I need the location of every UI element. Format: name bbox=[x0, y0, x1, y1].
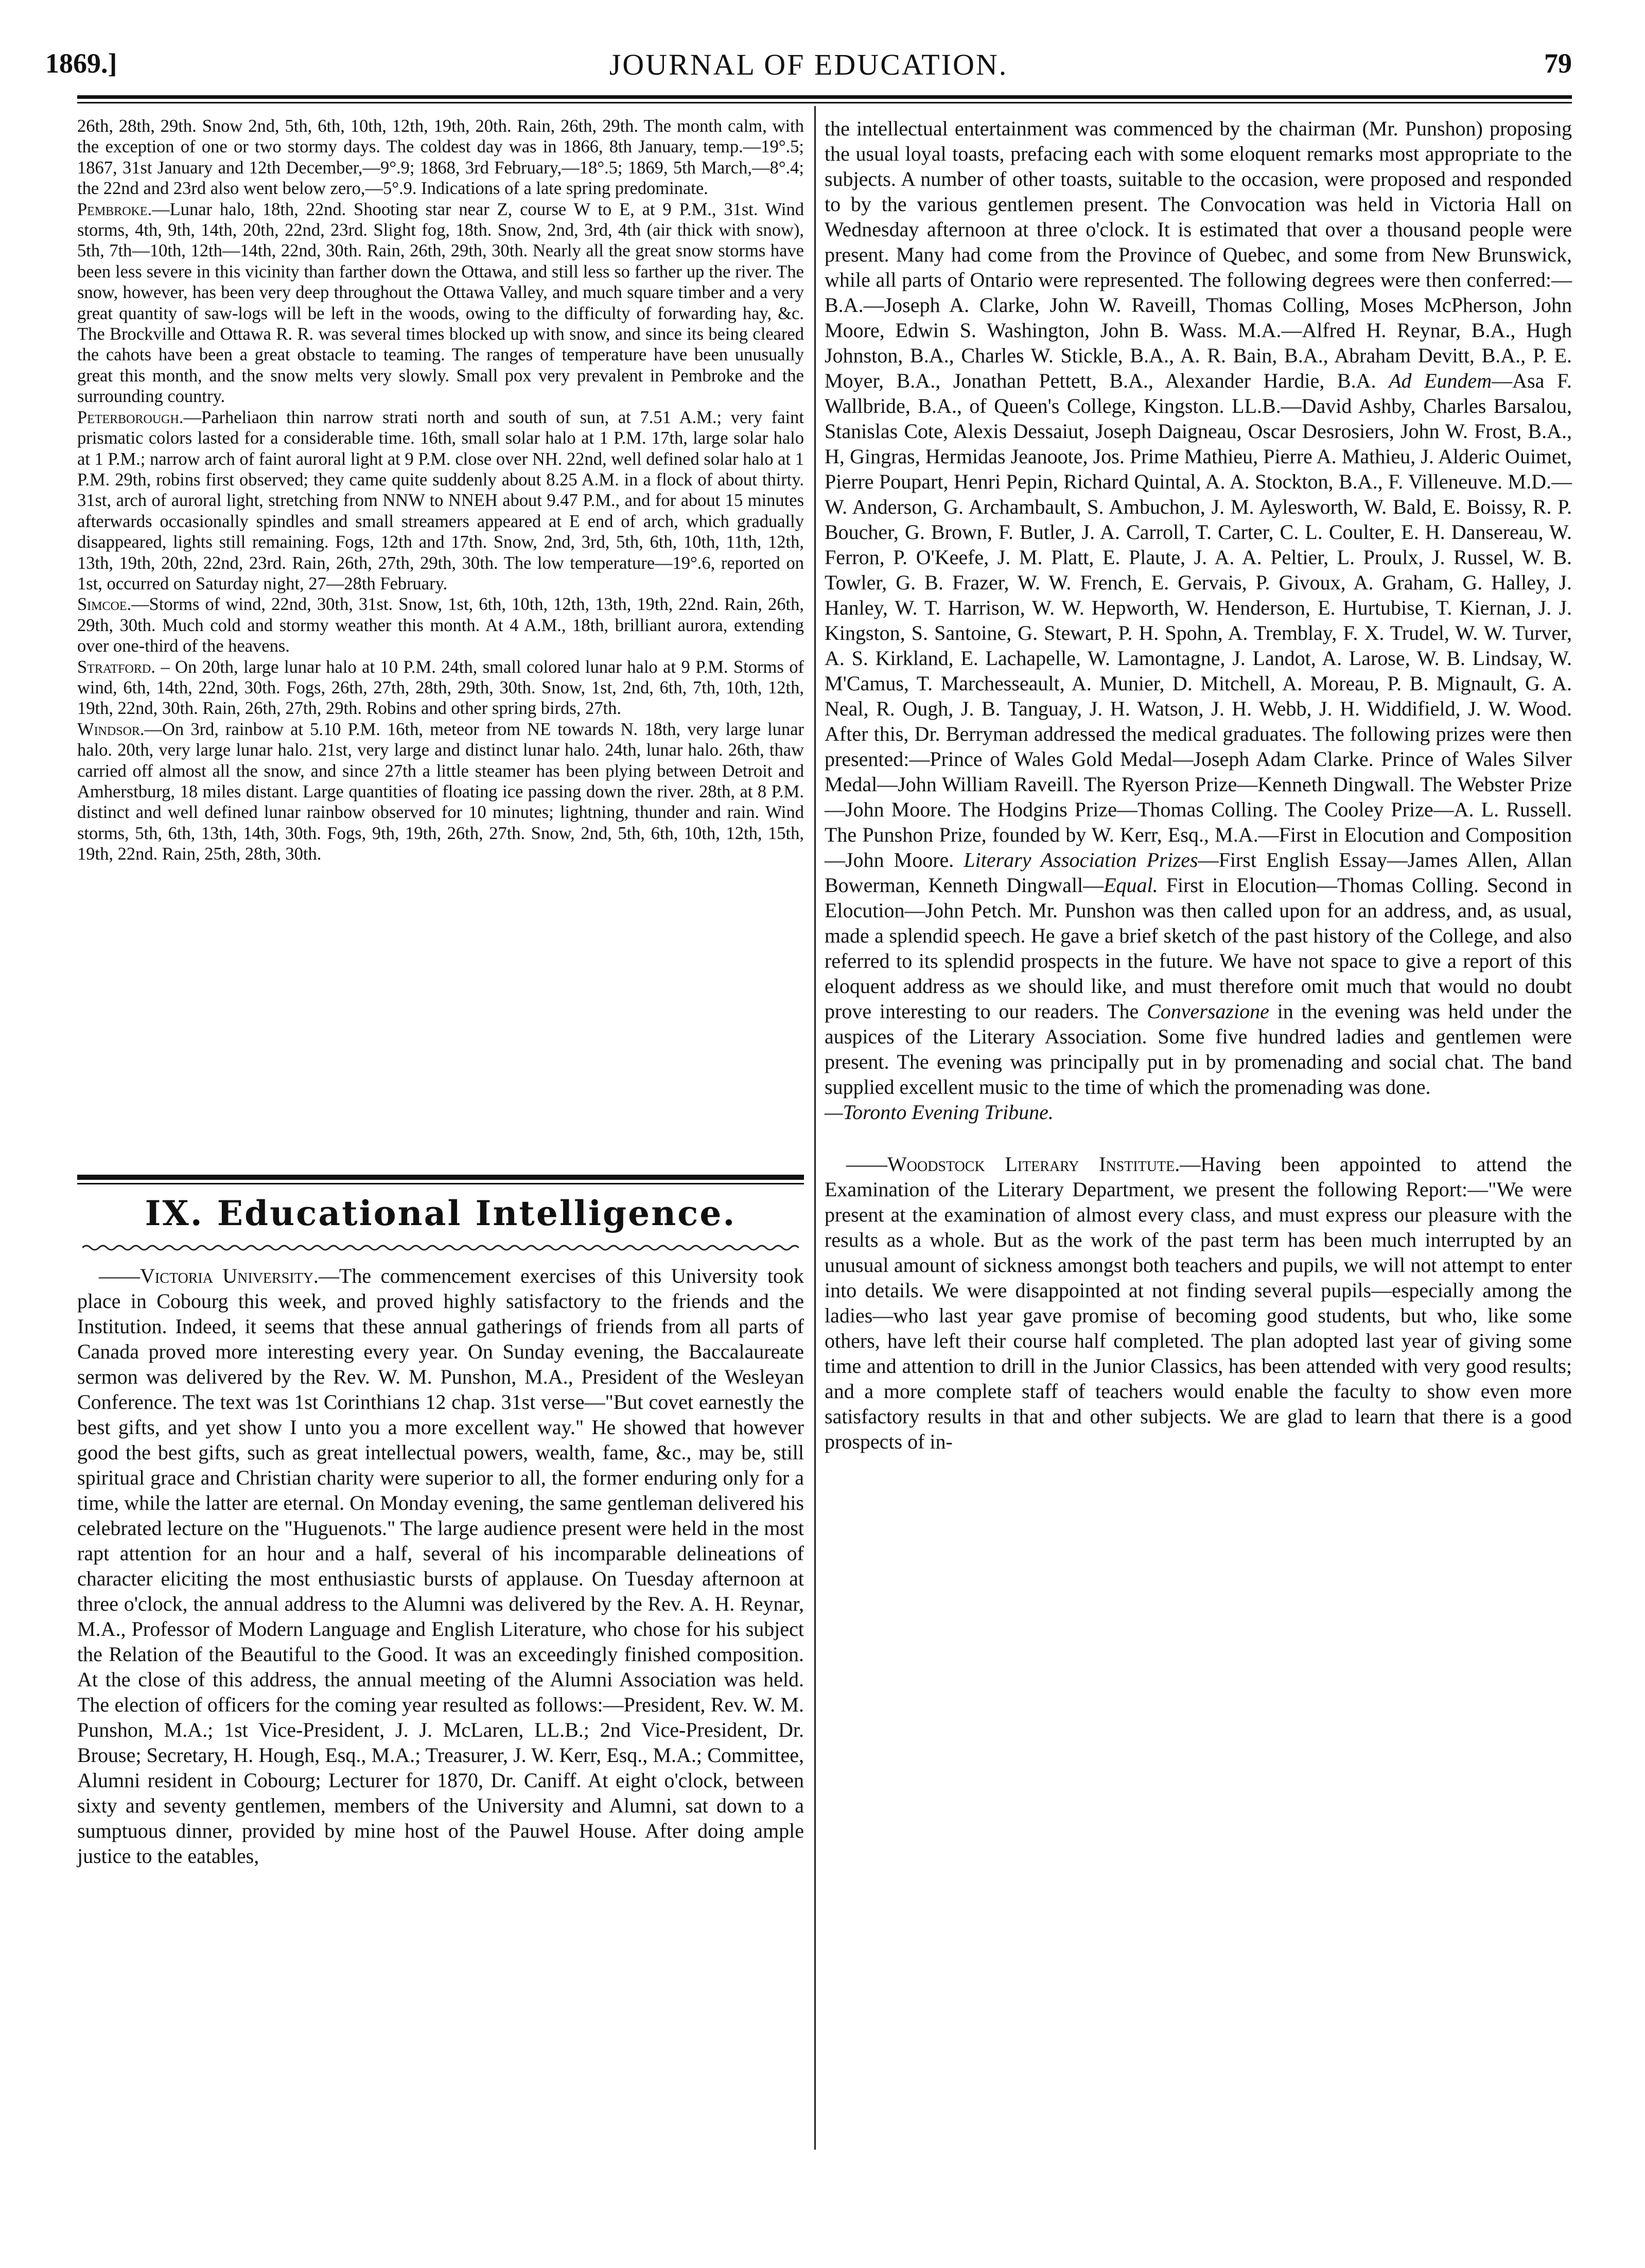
source-text: —Toronto Evening Tribune. bbox=[825, 1101, 1054, 1124]
text-run: the intellectual entertainment was commenced by the chairman (Mr. Punshon) proposing the usual loyal toasts, prefacing each with some eloquent remarks most appropriate to the subjects. A number of other toasts, suitable to the occasion, were proposed and responded to by the various gentlemen present. The Convocation was held in Victoria Hall on Wednesday afternoon at three o'clock. It is estimated that over a thousand people were present. Many had come from the Province of Quebec, and some from New Brunswick, while all parts of Ontario were represented. The following degrees were then conferred:—B.A.—Joseph A. Clarke, John W. Raveill, Thomas Colling, Moses McPherson, John Moore, Edwin S. Washington, John B. Wass. M.A.—Alfred H. Reynar, B.A., Hugh Johnston, B.A., Charles W. Stickle, B.A., A. R. Bain, B.A., Abraham Devitt, B.A., P. E. Moyer, B.A., Jonathan Pettett, B.A., Alexander Hardie, B.A. bbox=[825, 117, 1572, 392]
header-rule-thick bbox=[77, 95, 1572, 99]
weather-report-simcoe bbox=[77, 594, 804, 656]
running-head bbox=[45, 47, 1572, 89]
article-lead: ——Woodstock Literary Institute. bbox=[846, 1153, 1180, 1176]
victoria-paragraph bbox=[77, 1263, 804, 1869]
right-column bbox=[825, 116, 1572, 1454]
report-text: —Parheliaon thin narrow strati north and south of sun, at 7.51 A.M.; very faint prismatic colors lasted for a considerable time. 16th, small solar halo at 1 P.M. 17th, large solar halo at 1 P.M.; narrow arch of faint auroral light at 9 P.M. close over NH. 22nd, well defined solar halo at 1 P.M. 29th, robins first observed; they came quite suddenly about 8.25 A.M. in a flock of about thirty. 31st, arch of auroral light, stretching from NNW to NNEH about 9.47 P.M., and for about 15 minutes afterwards occasionally spindles and small streamers appeared at E end of arch, which gradually disappeared, lights still remaining. Fogs, 12th and 17th. Snow, 2nd, 3rd, 5th, 6th, 10th, 11th, 12th, 13th, 19th, 20th, 22nd, 23rd. Rain, 26th, 27th, 29th, 30th. The low temperature—19°.6, reported on 1st, occurred on Saturday night, 27—28th February. bbox=[77, 407, 804, 594]
paragraph-gap bbox=[825, 1125, 1572, 1152]
place-name: Windsor. bbox=[77, 719, 145, 739]
report-text: – On 20th, large lunar halo at 10 P.M. 24th, small colored lunar halo at 9 P.M. Storms of wind, 6th, 14th, 22nd, 30th. Fogs, 26th, 27th, 28th, 29th, 30th. Snow, 1st, 2nd, 6th, 7th, 10th, 12th, 19th, 22nd, 30th. Rain, 26th, 27th, 29th. Robins and other spring birds, 27th. bbox=[77, 657, 804, 719]
weather-report-windsor bbox=[77, 719, 804, 865]
section-rule-thick bbox=[77, 1175, 804, 1180]
report-text: —Storms of wind, 22nd, 30th, 31st. Snow, 1st, 6th, 10th, 12th, 13th, 19th, 22nd. Rain, 26th, 29th, 30th. Much cold and stormy weather this month. At 4 A.M., 18th, brilliant aurora, extending over one-third of the heavens. bbox=[77, 595, 804, 656]
weather-report-peterborough bbox=[77, 407, 804, 595]
place-name: Pembroke. bbox=[77, 199, 152, 219]
article-text: —The commencement exercises of this University took place in Cobourg this week, and proved highly satisfactory to the friends and the Institution. Indeed, it seems that these annual gatherings of friends from all parts of Canada proved more interesting every year. On Sunday evening, the Baccalaureate sermon was delivered by the Rev. W. M. Punshon, M.A., President of the Wesleyan Conference. The text was 1st Corinthians 12 chap. 31st verse—"But covet earnestly the best gifts, and yet show I unto you a more excellent way." He showed that however good the best gifts, such as great intellectual powers, wealth, fame, &c., may be, still spiritual grace and Christian charity were superior to all, the former enduring only for a time, while the latter are eternal. On Monday evening, the same gentleman delivered his celebrated lecture on the "Huguenots." The large audience present were held in the most rapt attention for an hour and a half, several of his incomparable delineations of character eliciting the most enthusiastic bursts of applause. On Tuesday afternoon at three o'clock, the annual address to the Alumni was delivered by the Rev. A. H. Reynar, M.A., Professor of Modern Language and English Literature, who chose for his subject the Relation of the Beautiful to the Good. It was an exceedingly finished composition. At the close of this address, the annual meeting of the Alumni Association was held. The election of officers for the coming year resulted as follows:—President, Rev. W. M. Punshon, M.A.; 1st Vice-President, J. J. McLaren, LL.B.; 2nd Vice-President, Dr. Brouse; Secretary, H. Hough, Esq., M.A.; Treasurer, J. W. Kerr, Esq., M.A.; Committee, Alumni resident in Cobourg; Lecturer for 1870, Dr. Caniff. At eight o'clock, between sixty and seventy gentlemen, members of the University and Alumni, sat down to a sumptuous dinner, provided by mine host of the Pauwel House. After doing ample justice to the eatables, bbox=[77, 1264, 804, 1868]
place-name: Stratford. bbox=[77, 657, 155, 677]
text-run: —Asa F. Wallbride, B.A., of Queen's College, Kingston. LL.B.—David Ashby, Charles Barsalou, Stanislas Cote, Alexis Dessaiut, Joseph Daigneau, Oscar Desrosiers, John W. Frost, B.A., H, Gingras, Hermidas Jeanoote, Jos. Prime Mathieu, Pierre A. Mathieu, J. Alderic Ouimet, Pierre Poupart, Henri Pepin, Richard Quintal, A. A. Stockton, B.A., F. Villeneuve. M.D.—W. Anderson, G. Archambault, S. Ambuchon, J. M. Aylesworth, W. Bald, E. Boissy, R. P. Boucher, G. Brown, F. Butler, J. A. Carroll, T. Carter, C. L. Coulter, E. H. Dansereau, W. Ferron, P. O'Keefe, J. M. Platt, E. Plaute, J. A. A. Peltier, L. Proulx, J. Russel, W. B. Towler, G. B. Frazer, W. W. French, E. Gervais, P. Givoux, A. Graham, G. Halley, J. Hanley, W. T. Harrison, W. W. Hepworth, W. Henderson, E. Hurtubise, T. Kiernan, J. J. Kingston, S. Santoine, G. Stewart, P. H. Spohn, A. Tremblay, F. X. Trudel, W. W. Turver, A. S. Kirkland, E. Lachapelle, W. Lamontagne, J. Landot, A. Larose, W. B. Lindsay, W. M'Camus, T. Marchesseault, A. Munier, D. Mitchell, A. Moreau, P. B. Mignault, G. A. Neal, R. Ough, J. B. Tanguay, J. H. Watson, J. H. Webb, J. H. Widdifield, J. W. Wood. After this, Dr. Berryman addressed the medical graduates. The following prizes were then presented:—Prince of Wales Gold Medal—Joseph Adam Clarke. Prince of Wales Silver Medal—John William Raveill. The Ryerson Prize—Kenneth Dingwall. The Webster Prize—John Moore. The Hodgins Prize—Thomas Colling. The Cooley Prize—A. L. Russell. The Punshon Prize, founded by W. Kerr, Esq., M.A.—First in Elocution and Composition—John Moore. bbox=[825, 369, 1572, 871]
italic-ad-eundem: Ad Eundem bbox=[1389, 369, 1492, 392]
weather-report-stratford bbox=[77, 657, 804, 719]
header-rule-thin bbox=[77, 102, 1572, 103]
victoria-university-article bbox=[77, 1263, 804, 1869]
italic-equal: Equal. bbox=[1104, 874, 1158, 897]
weather-reports bbox=[77, 116, 804, 865]
italic-literary-association-prizes: Literary Association Prizes bbox=[964, 848, 1198, 871]
text-run: First in Elocution—Thomas Colling. Second in Elocution—John Petch. Mr. Punshon was then called upon for an address, and, as usual, made a splendid speech. He gave a brief sketch of the past history of the College, and also referred to its splendid prospects in the future. We have not space to give a report of this eloquent address as we should like, and must therefore omit much that would no doubt prove interesting to our readers. The bbox=[825, 874, 1572, 1023]
section-heading: IX. Educational Intelligence. bbox=[145, 1193, 737, 1233]
text-run: —First English Essay—James Allen, Allan Bowerman, Kenneth Dingwall— bbox=[825, 848, 1572, 897]
article-text: —Having been appointed to attend the Examination of the Literary Department, we present the following Report:—"We were present at the examination of almost every class, and must express our pleasure with the results as a whole. But as the work of the past term has been much interrupted by an unusual amount of sickness amongst both teachers and pupils, we will not attempt to enter into details. We were disappointed at not finding several pupils—especially among the ladies—who last year gave promise of becoming good students, but who, like some others, have left their course half completed. The plan adopted last year of giving some time and attention to drill in the Junior Classics, has been attended with very good results; and a more complete staff of teachers would enable the faculty to show even more satisfactory results in that and other subjects. We are glad to learn that there is a good prospects of in- bbox=[825, 1153, 1572, 1453]
place-name: Simcoe. bbox=[77, 595, 132, 615]
page-year: 1869.] bbox=[45, 48, 117, 79]
journal-title: JOURNAL OF EDUCATION. bbox=[609, 48, 1008, 81]
text-run: in the evening was held under the auspices of the Literary Association. Some five hundred ladies and gentlemen were present. The evening was principally put in by promenading and social chat. The band supplied excellent music to the time of which the promenading was done. bbox=[825, 1000, 1572, 1098]
report-text: —Lunar halo, 18th, 22nd. Shooting star near Z, course W to E, at 9 P.M., 31st. Wind storms, 4th, 9th, 14th, 20th, 22nd, 23rd. Slight fog, 18th. Snow, 2nd, 3rd, 4th (air thick with snow), 5th, 7th—10th, 12th—14th, 22nd, 30th. Rain, 26th, 29th, 30th. Nearly all the great snow storms have been less severe in this vicinity than farther down the Ottawa, and still less so farther up the river. The snow, however, has been very deep throughout the Ottawa Valley, and much square timber and a very great quantity of saw-logs will be left in the woods, owing to the difficulty of forwarding hay, &c. The Brockville and Ottawa R. R. was several times blocked up with snow, and since its being cleared the cahots have been a great obstacle to teaming. The ranges of temperature have been unusually great this month, and the snow melts very slowly. Small pox very prevalent in Pembroke and the surrounding country. bbox=[77, 199, 804, 407]
page-number: 79 bbox=[1544, 48, 1572, 79]
report-text: —On 3rd, rainbow at 5.10 P.M. 16th, meteor from NE towards N. 18th, very large lunar halo. 20th, very large lunar halo. 21st, very large and distinct lunar halo. 24th, lunar halo. 26th, thaw carried off almost all the snow, and since 27th a little steamer has been plying between Detroit and Amherstburg, 18 miles distant. Large quantities of floating ice passing down the river. 28th, at 8 P.M. distinct and well defined lunar rainbow observed for 10 minutes; lightning, thunder and rain. Wind storms, 5th, 6th, 13th, 14th, 30th. Fogs, 9th, 19th, 26th, 27th. Snow, 2nd, 5th, 6th, 10th, 12th, 15th, 19th, 22nd. Rain, 25th, 28th, 30th. bbox=[77, 719, 804, 864]
article-lead: ——Victoria University. bbox=[99, 1264, 319, 1287]
weather-report-pembroke bbox=[77, 199, 804, 407]
wavy-ornament-rule bbox=[82, 1242, 799, 1253]
source-attribution bbox=[825, 1100, 1572, 1125]
column-divider bbox=[814, 106, 816, 2150]
woodstock-paragraph bbox=[825, 1152, 1572, 1454]
section-rule-thin bbox=[77, 1183, 804, 1184]
weather-report-continued: 26th, 28th, 29th. Snow 2nd, 5th, 6th, 10th, 12th, 19th, 20th. Rain, 26th, 29th. The month calm, with the exception of one or two stormy days. The coldest day was in 1866, 8th January, temp.—19°.5; 1867, 31st January and 12th December,—9°.9; 1868, 3rd February,—18°.5; 1869, 5th March,—8°.4; the 22nd and 23rd also went below zero,—5°.9. Indications of a late spring predominate. bbox=[77, 116, 804, 199]
victoria-continued-paragraph bbox=[825, 116, 1572, 1100]
place-name: Peterborough. bbox=[77, 407, 184, 427]
italic-conversazione: Conversazione bbox=[1147, 1000, 1269, 1023]
